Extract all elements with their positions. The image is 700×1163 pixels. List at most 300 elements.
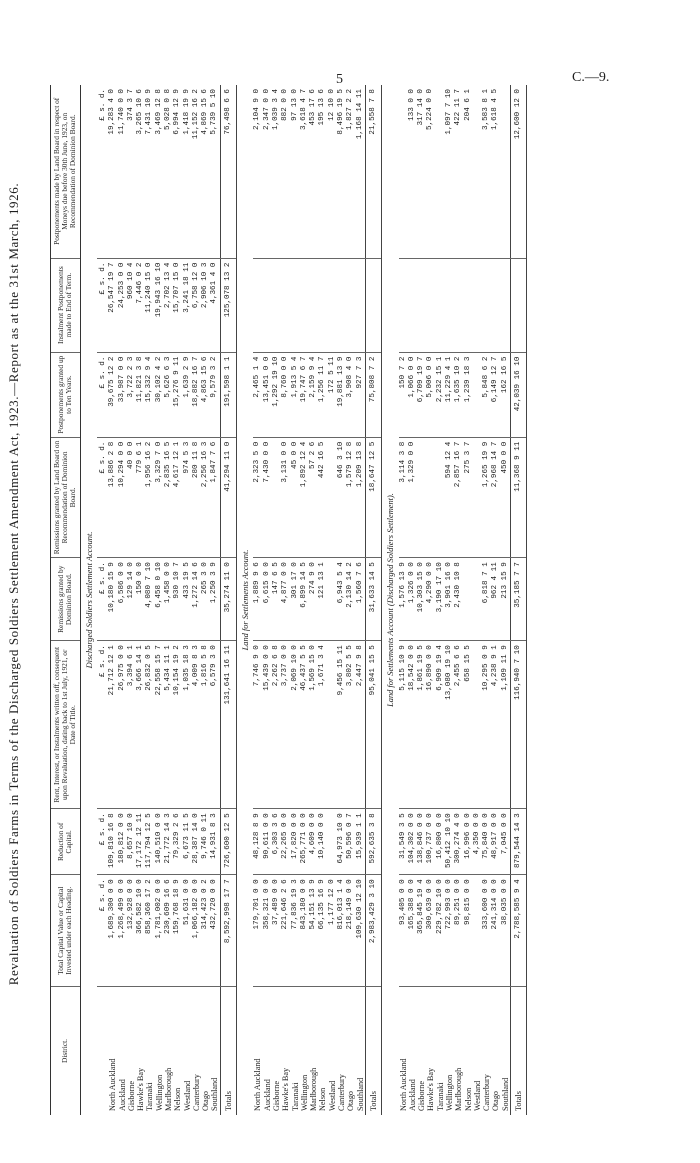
amount-cell: 779 6 1 xyxy=(136,437,145,558)
amount-cell: 275 3 7 xyxy=(464,437,473,558)
amount-cell: 4,877 0 0 xyxy=(281,558,290,641)
column-header-instalment-postponements: Instalment Postponements made to End of Term. xyxy=(51,258,81,352)
district-name: Hawke's Bay xyxy=(136,1067,146,1111)
amount-cell: 2,347 0 0 xyxy=(263,85,272,258)
amount-cell: 3,802 5 5 xyxy=(346,641,355,809)
table-row xyxy=(399,85,408,1115)
table-row xyxy=(263,85,272,1115)
amount-cell xyxy=(272,258,281,352)
amount-cell: 2,323 5 0 xyxy=(253,437,262,558)
district-name: Gisborne xyxy=(126,1080,136,1111)
amount-cell: 17,820 0 0 xyxy=(291,809,300,875)
amount-cell: 26,975 0 0 xyxy=(118,641,127,809)
district-name: Marlborough xyxy=(309,1067,319,1111)
amount-cell: 422 11 7 xyxy=(454,85,463,258)
amount-cell: 132,928 0 0 xyxy=(127,875,136,987)
amount-cell: 1,569 15 0 xyxy=(309,641,318,809)
amount-cell: 646 3 10 xyxy=(337,437,346,558)
amount-cell: 927 7 3 xyxy=(356,352,366,437)
amount-cell xyxy=(464,258,473,352)
amount-cell: 5,848 6 2 xyxy=(482,352,491,437)
amount-cell: 6,149 12 7 xyxy=(491,352,500,437)
amount-cell: 843,180 0 0 xyxy=(300,875,309,987)
district-name: Auckland xyxy=(117,1079,127,1111)
table-row xyxy=(473,85,482,1115)
column-header-district: District. xyxy=(51,987,81,1116)
amount-cell: 3,583 8 1 xyxy=(482,85,491,258)
amount-cell: 1,209 13 8 xyxy=(356,437,366,558)
amount-cell: 6,899 14 5 xyxy=(300,558,309,641)
amount-cell: 13,886 2 8 xyxy=(108,437,117,558)
amount-cell xyxy=(473,352,482,437)
district-name: Otago xyxy=(346,1090,356,1111)
amount-cell: 2,262 6 8 xyxy=(272,641,281,809)
amount-cell: 280 11 8 xyxy=(192,437,201,558)
amount-cell xyxy=(464,558,473,641)
amount-cell: 21,772 14 3 xyxy=(164,809,173,875)
amount-cell: 2,465 1 4 xyxy=(253,352,262,437)
amount-cell: 7,045 0 0 xyxy=(501,809,511,875)
amount-cell: 333,600 0 0 xyxy=(482,875,491,987)
amount-cell: 28,387 14 0 xyxy=(192,809,201,875)
total-amount-cell: 41,294 11 0 xyxy=(220,437,236,558)
amount-cell: 1,292 19 10 xyxy=(272,352,281,437)
amount-cell xyxy=(263,258,272,352)
amount-cell: 15,707 15 0 xyxy=(173,258,182,352)
document-title: Revaluation of Soldiers Farms in Terms of the Discharged Soldiers Settlement Amendment Act, 1923.—Report as at the 31st March, 1926. xyxy=(6,182,21,986)
table-row xyxy=(173,85,182,1115)
table-row xyxy=(118,85,127,1115)
district-name: Taranaki xyxy=(290,1082,300,1111)
amount-cell: 15,939 1 1 xyxy=(356,809,366,875)
district-name: Canterbury xyxy=(191,1074,201,1111)
amount-cell: 147 6 5 xyxy=(272,558,281,641)
amount-cell: 138,846 0 0 xyxy=(417,809,426,875)
amount-cell: 1,816 5 8 xyxy=(201,641,210,809)
amount-cell: 14,931 8 3 xyxy=(210,809,220,875)
amount-cell: 432,720 0 0 xyxy=(210,875,220,987)
amount-cell: 1,268,499 0 0 xyxy=(118,875,127,987)
amount-cell: 1,418 19 9 xyxy=(183,85,192,258)
table-row xyxy=(210,85,220,1115)
amount-cell: 17,172 12 11 xyxy=(136,809,145,875)
amount-cell: 104,302 0 0 xyxy=(408,809,417,875)
amount-cell: 1,618 4 5 xyxy=(491,85,500,258)
district-name: Nelson xyxy=(463,1087,473,1111)
amount-cell: 22,265 0 0 xyxy=(281,809,290,875)
district-name: Nelson xyxy=(173,1087,183,1111)
amount-cell: 22,558 15 7 xyxy=(155,641,164,809)
amount-cell: 133 0 0 xyxy=(408,85,417,258)
amount-cell: 10,295 0 9 xyxy=(482,641,491,809)
amount-cell: 3,241 18 11 xyxy=(183,258,192,352)
amount-cell: 19,747 6 7 xyxy=(300,352,309,437)
amount-cell: 2,430 10 8 xyxy=(454,558,463,641)
amount-cell: 1,861 19 5 xyxy=(417,641,426,809)
table-row xyxy=(337,85,346,1115)
district-name: North Auckland xyxy=(398,1058,408,1111)
table-row xyxy=(454,85,463,1115)
amount-cell xyxy=(309,258,318,352)
table-row xyxy=(482,85,491,1115)
district-name: Taranaki xyxy=(435,1082,445,1111)
district-name: North Auckland xyxy=(108,1058,118,1111)
amount-cell: 1,097 7 10 xyxy=(445,85,454,258)
amount-cell: 1,889 9 6 xyxy=(253,558,262,641)
table-row xyxy=(145,85,154,1115)
table-row xyxy=(328,85,337,1115)
amount-cell: 314,423 0 2 xyxy=(201,875,210,987)
total-amount-cell: 879,544 14 3 xyxy=(511,809,527,875)
amount-cell: 4,009 8 3 xyxy=(192,641,201,809)
amount-cell xyxy=(436,258,445,352)
amount-cell xyxy=(318,258,327,352)
amount-cell: 18,882 16 7 xyxy=(192,352,201,437)
amount-cell: 100,737 0 0 xyxy=(426,809,435,875)
amount-cell: 5,028 0 8 xyxy=(164,85,173,258)
amount-cell: 30,102 4 2 xyxy=(155,352,164,437)
amount-cell xyxy=(337,258,346,352)
amount-cell: 13,080 19 10 xyxy=(445,641,454,809)
table-body xyxy=(80,85,527,1115)
total-amount-cell: 131,641 16 11 xyxy=(220,641,236,809)
table-row xyxy=(356,85,366,1115)
total-amount-cell: 95,041 15 5 xyxy=(365,641,381,809)
total-amount-cell xyxy=(511,258,527,352)
amount-cell: 4,863 15 6 xyxy=(201,352,210,437)
amount-cell: 1,256 11 7 xyxy=(318,352,327,437)
district-name: Wellington xyxy=(445,1074,454,1111)
district-name: Hawke's Bay xyxy=(281,1067,291,1111)
amount-cell: 121 13 1 xyxy=(318,558,327,641)
amount-cell xyxy=(356,258,366,352)
amount-cell: 1,035 18 3 xyxy=(183,641,192,809)
amount-cell: 2,835 16 5 xyxy=(164,437,173,558)
district-name: Southland xyxy=(500,1077,510,1111)
amount-cell: 3,469 12 8 xyxy=(155,85,164,258)
total-amount-cell: 191,598 1 1 xyxy=(220,352,236,437)
amount-cell: 1,109 11 9 xyxy=(501,641,511,809)
amount-cell: 6,586 0 0 xyxy=(118,558,127,641)
amount-cell: 75,840 0 0 xyxy=(482,809,491,875)
amount-cell: 11,240 15 0 xyxy=(145,258,154,352)
amount-cell: 230,609 16 6 xyxy=(164,875,173,987)
amount-cell: 46,437 5 5 xyxy=(300,641,309,809)
amount-cell: 48,917 0 0 xyxy=(491,809,500,875)
amount-cell: 1,066,182 0 0 xyxy=(192,875,201,987)
total-amount-cell: 592,635 3 8 xyxy=(365,809,381,875)
amount-cell xyxy=(328,809,337,875)
total-amount-cell: 21,558 7 8 xyxy=(365,85,381,258)
amount-cell: 162 16 5 xyxy=(501,352,511,437)
table-row xyxy=(192,85,201,1115)
section-heading: Land for Settlements Account. xyxy=(241,549,251,651)
amount-cell: 129 14 0 xyxy=(127,558,136,641)
table-row xyxy=(300,85,309,1115)
amount-cell: 3,131 0 0 xyxy=(281,437,290,558)
amount-cell: 6,579 3 0 xyxy=(210,641,220,809)
amount-cell: 1,560 7 6 xyxy=(356,558,366,641)
district-name: Westland xyxy=(472,1080,482,1111)
table-row xyxy=(346,85,355,1115)
district-name: North Auckland xyxy=(253,1058,263,1111)
total-amount-cell: 726,600 12 5 xyxy=(220,809,236,875)
amount-cell: 10,303 15 0 xyxy=(417,558,426,641)
amount-cell: 195 13 6 xyxy=(318,85,327,258)
amount-cell: 9,456 15 11 xyxy=(337,641,346,809)
total-amount-cell: 35,274 11 0 xyxy=(220,558,236,641)
amount-cell: 2,256 16 3 xyxy=(201,437,210,558)
amount-cell: 1,781,002 0 0 xyxy=(155,875,164,987)
amount-cell: 3,190 17 10 xyxy=(436,558,445,641)
amount-cell: 15,332 9 4 xyxy=(145,352,154,437)
amount-cell: 4,080 7 10 xyxy=(145,558,154,641)
amount-cell: 300,274 4 0 xyxy=(454,809,463,875)
column-header-remissions-dominion: Remissions granted by Dominion Board. xyxy=(51,558,81,641)
amount-cell: 15,276 9 11 xyxy=(173,352,182,437)
section-heading-row xyxy=(80,85,97,1115)
amount-cell: 1,892 12 4 xyxy=(300,437,309,558)
amount-cell xyxy=(281,258,290,352)
amount-cell: 2,968 14 7 xyxy=(491,437,500,558)
amount-cell xyxy=(473,641,482,809)
amount-cell: 2,906 10 3 xyxy=(201,258,210,352)
amount-cell: 10,140 0 0 xyxy=(318,809,327,875)
table-header-row xyxy=(51,85,81,1115)
total-amount-cell: 35,185 7 7 xyxy=(511,558,527,641)
amount-cell: 21,712 12 1 xyxy=(108,641,117,809)
table-row xyxy=(108,85,117,1115)
amount-cell: 7,746 9 0 xyxy=(253,641,262,809)
amount-cell xyxy=(473,558,482,641)
amount-cell: 453 17 6 xyxy=(309,85,318,258)
amount-cell: 89,251 0 0 xyxy=(454,875,463,987)
amount-cell: 179,701 0 0 xyxy=(253,875,262,987)
amount-cell: 722,993 0 0 xyxy=(445,875,454,987)
amount-cell: 4,361 4 0 xyxy=(210,258,220,352)
amount-cell: 374 3 7 xyxy=(127,85,136,258)
amount-cell: 3,722 2 3 xyxy=(127,352,136,437)
amount-cell: 7,431 10 9 xyxy=(145,85,154,258)
amount-cell: 221,646 2 6 xyxy=(281,875,290,987)
amount-cell: 11,229 4 1 xyxy=(445,352,454,437)
amount-cell xyxy=(473,85,482,258)
amount-cell: 1,239 18 3 xyxy=(464,352,473,437)
amount-cell: 19,881 13 9 xyxy=(337,352,346,437)
amount-cell: 19,943 16 10 xyxy=(155,258,164,352)
amount-cell: 1,039 3 4 xyxy=(272,85,281,258)
column-header-reduction: Reduction of Capital. xyxy=(51,809,81,875)
amount-cell: 7,430 0 0 xyxy=(263,437,272,558)
table-row xyxy=(201,85,210,1115)
amount-cell: 300,639 0 0 xyxy=(426,875,435,987)
amount-cell: 1,576 13 9 xyxy=(399,558,408,641)
amount-cell: 51,631 0 0 xyxy=(183,875,192,987)
units-label: £ s. d. xyxy=(97,809,108,875)
table-row xyxy=(445,85,454,1115)
district-name: Wellington xyxy=(154,1074,164,1111)
amount-cell: 97 13 0 xyxy=(291,85,300,258)
amount-cell: 3,618 4 7 xyxy=(300,85,309,258)
units-row xyxy=(97,85,108,1115)
amount-cell: 5,434 11 1 xyxy=(164,641,173,809)
amount-cell: 4,609 0 0 xyxy=(309,809,318,875)
table-row xyxy=(309,85,318,1115)
table-row xyxy=(291,85,300,1115)
table-row xyxy=(155,85,164,1115)
amount-cell: 858,360 17 2 xyxy=(145,875,154,987)
amount-cell xyxy=(272,437,281,558)
column-header-written-off: Rent, Interest, or Instalments written off, consequent upon Revaluation, dating back to 1st July, 1921, or Date of Title. xyxy=(51,641,81,809)
amount-cell: 218,149 0 0 xyxy=(346,875,355,987)
amount-cell: 18,542 0 0 xyxy=(408,641,417,809)
amount-cell xyxy=(473,437,482,558)
totals-row xyxy=(365,85,381,1115)
amount-cell: 6,943 5 4 xyxy=(337,558,346,641)
amount-cell: 3,114 3 8 xyxy=(399,437,408,558)
total-amount-cell: 11,368 9 11 xyxy=(511,437,527,558)
amount-cell xyxy=(454,258,463,352)
total-amount-cell: 31,633 14 5 xyxy=(365,558,381,641)
amount-cell xyxy=(399,85,408,258)
amount-cell: 1,250 3 9 xyxy=(210,558,220,641)
amount-cell: 109,810 16 8 xyxy=(108,809,117,875)
amount-cell xyxy=(328,437,337,558)
amount-cell: 5,006 0 0 xyxy=(426,352,435,437)
table-row xyxy=(501,85,511,1115)
total-amount-cell: 12,600 12 0 xyxy=(511,85,527,258)
amount-cell: 6,994 12 9 xyxy=(173,85,182,258)
amount-cell: 2,232 15 1 xyxy=(436,352,445,437)
amount-cell: 11,821 3 8 xyxy=(136,352,145,437)
district-name: Canterbury xyxy=(482,1074,492,1111)
amount-cell: 16,800 0 0 xyxy=(436,809,445,875)
amount-cell xyxy=(399,258,408,352)
amount-cell: 1,168 14 11 xyxy=(356,85,366,258)
amount-cell: 2,857 16 7 xyxy=(454,437,463,558)
amount-cell: 38,035 0 0 xyxy=(501,875,511,987)
amount-cell xyxy=(436,437,445,558)
amount-cell: 79,329 2 6 xyxy=(173,809,182,875)
amount-cell: 4,350 0 0 xyxy=(473,809,482,875)
amount-cell: 159,768 18 9 xyxy=(173,875,182,987)
amount-cell: 1,329 0 0 xyxy=(408,437,417,558)
amount-cell xyxy=(346,258,355,352)
amount-cell xyxy=(473,258,482,352)
district-name: Otago xyxy=(201,1090,211,1111)
units-label: £ s. d. xyxy=(97,352,108,437)
amount-cell: 1,177 12 0 xyxy=(328,875,337,987)
amount-cell: 1,265 19 9 xyxy=(482,437,491,558)
amount-cell: 54,151 13 9 xyxy=(309,875,318,987)
total-amount-cell: 2,788,585 9 4 xyxy=(511,875,527,987)
page-number: 5 xyxy=(336,72,343,87)
table-row xyxy=(408,85,417,1115)
amount-cell: 6,615 0 0 xyxy=(263,558,272,641)
amount-cell: 5,739 5 10 xyxy=(210,85,220,258)
amount-cell: 11,740 0 0 xyxy=(118,85,127,258)
units-label: £ s. d. xyxy=(97,437,108,558)
district-name: Auckland xyxy=(262,1079,272,1111)
amount-cell: 6,758 12 0 xyxy=(192,258,201,352)
amount-cell: 50,596 0 7 xyxy=(346,809,355,875)
units-spacer xyxy=(97,987,108,1116)
revaluation-table xyxy=(50,85,527,1115)
district-name: Nelson xyxy=(318,1087,328,1111)
amount-cell xyxy=(408,258,417,352)
amount-cell: 6,909 19 4 xyxy=(436,641,445,809)
amount-cell: 8,496 19 5 xyxy=(337,85,346,258)
amount-cell: 1,635 10 2 xyxy=(454,352,463,437)
amount-cell: 3,265 10 6 xyxy=(136,85,145,258)
amount-cell: 109,630 12 10 xyxy=(356,875,366,987)
amount-cell: 274 9 0 xyxy=(309,558,318,641)
district-name: Otago xyxy=(491,1090,501,1111)
amount-cell: 1,913 5 4 xyxy=(291,352,300,437)
amount-cell: 2,069 10 0 xyxy=(291,641,300,809)
amount-cell xyxy=(300,258,309,352)
amount-cell: 3,329 7 0 xyxy=(155,437,164,558)
amount-cell: 6,303 3 6 xyxy=(272,809,281,875)
amount-cell: 180,812 0 0 xyxy=(118,809,127,875)
amount-cell xyxy=(473,875,482,987)
amount-cell: 1,326 0 0 xyxy=(408,558,417,641)
district-name: Gisborne xyxy=(271,1080,281,1111)
amount-cell: 1,956 16 2 xyxy=(145,437,154,558)
district-name: Gisborne xyxy=(417,1080,427,1111)
amount-cell: 4,617 12 1 xyxy=(173,437,182,558)
amount-cell: 26,547 19 7 xyxy=(108,258,117,352)
amount-cell: 98,815 0 0 xyxy=(464,875,473,987)
amount-cell: 37,489 0 0 xyxy=(272,875,281,987)
amount-cell: 1,272 14 6 xyxy=(192,558,201,641)
amount-cell: 450 0 0 xyxy=(501,437,511,558)
section-heading-row xyxy=(382,85,399,1115)
table-row xyxy=(272,85,281,1115)
amount-cell: 6,818 7 1 xyxy=(482,558,491,641)
amount-cell xyxy=(501,258,511,352)
amount-cell: 66,135 16 9 xyxy=(318,875,327,987)
total-amount-cell: 8,592,998 17 7 xyxy=(220,875,236,987)
amount-cell: 6,458 0 10 xyxy=(155,558,164,641)
amount-cell: 962 4 11 xyxy=(491,558,500,641)
district-name: Auckland xyxy=(407,1079,417,1111)
table-row xyxy=(318,85,327,1115)
totals-label: Totals xyxy=(220,987,236,1116)
units-label: £ s. d. xyxy=(97,558,108,641)
amount-cell: 3,394 6 1 xyxy=(127,641,136,809)
amount-cell: 816,013 1 4 xyxy=(337,875,346,987)
amount-cell: 12 10 0 xyxy=(328,85,337,258)
amount-cell: 2,702 13 4 xyxy=(164,258,173,352)
amount-cell: 1,827 2 2 xyxy=(346,85,355,258)
totals-row xyxy=(220,85,236,1115)
page-reference: C.—9. xyxy=(572,70,610,85)
amount-cell: 442 16 5 xyxy=(318,437,327,558)
amount-cell xyxy=(436,85,445,258)
amount-cell: 2,159 9 4 xyxy=(309,352,318,437)
amount-cell: 6,673 11 5 xyxy=(183,809,192,875)
amount-cell: 45 0 0 xyxy=(291,437,300,558)
amount-cell: 4,869 15 6 xyxy=(201,85,210,258)
district-name: Westland xyxy=(182,1080,192,1111)
amount-cell: 960 10 4 xyxy=(127,258,136,352)
total-amount-cell: 76,498 6 6 xyxy=(220,85,236,258)
amount-cell: 3,666 14 1 xyxy=(136,641,145,809)
district-name: Westland xyxy=(327,1080,337,1111)
amount-cell: 9,746 0 11 xyxy=(201,809,210,875)
amount-cell: 39,675 12 2 xyxy=(108,352,117,437)
